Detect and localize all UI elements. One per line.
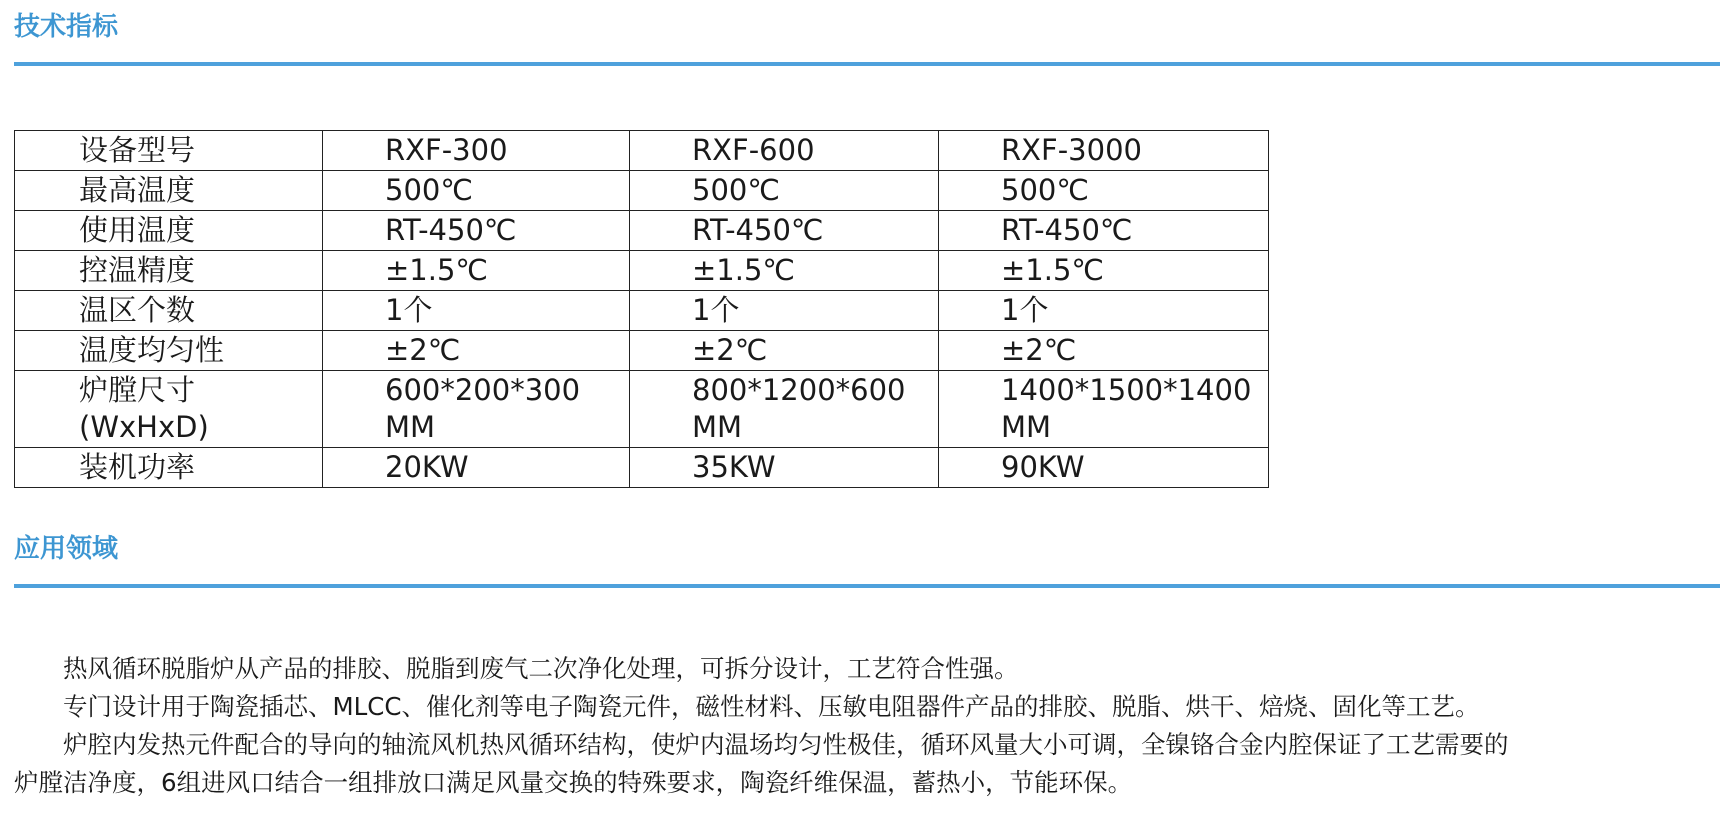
application-paragraph-line: 热风循环脱脂炉从产品的排胶、脱脂到废气二次净化处理，可拆分设计，工艺符合性强。 [14,654,1019,683]
spec-value-unit: MM [385,410,436,444]
spec-value: 500℃ [323,171,630,211]
spec-value: ±2℃ [939,331,1269,371]
spec-value: ±1.5℃ [630,251,939,291]
table-row [15,171,1269,211]
spec-label: 控温精度 [15,251,323,291]
spec-value: RXF-3000 [939,131,1269,171]
table-row [15,371,1269,448]
spec-value: RXF-600 [630,131,939,171]
spec-value: 90KW [939,448,1269,488]
spec-value: 1个 [630,291,939,331]
spec-label: 设备型号 [15,131,323,171]
spec-label: 装机功率 [15,448,323,488]
spec-value: 20KW [323,448,630,488]
spec-value: RXF-300 [323,131,630,171]
spec-value: 800*1200*600 [692,373,906,407]
spec-value: 500℃ [630,171,939,211]
application-paragraph-line: 炉腔内发热元件配合的导向的轴流风机热风循环结构，使炉内温场均匀性极佳，循环风量大小可调，全镍铬合金内腔保证了工艺需要的 [14,730,1509,759]
spec-value-unit: MM [692,410,743,444]
spec-value: ±2℃ [630,331,939,371]
spec-value-cell [630,371,939,448]
application-paragraph-line: 专门设计用于陶瓷插芯、MLCC、催化剂等电子陶瓷元件，磁性材料、压敏电阻器件产品的排胶、脱脂、烘干、焙烧、固化等工艺。 [14,692,1480,721]
spec-label-unit: (WxHxD) [79,410,209,444]
spec-value: ±1.5℃ [939,251,1269,291]
spec-value: 1400*1500*1400 [1001,373,1252,407]
spec-label: 温度均匀性 [15,331,323,371]
spec-label: 炉膛尺寸 [79,373,196,407]
spec-value: 500℃ [939,171,1269,211]
specs-section-title: 技术指标 [14,12,119,42]
spec-label: 温区个数 [15,291,323,331]
table-row [15,448,1269,488]
spec-value-cell [939,371,1269,448]
table-row [15,131,1269,171]
spec-value: 35KW [630,448,939,488]
table-row [15,291,1269,331]
spec-value: RT-450℃ [630,211,939,251]
spec-value: ±1.5℃ [323,251,630,291]
spec-label: 最高温度 [15,171,323,211]
specs-divider [14,62,1720,66]
application-paragraph-line: 炉膛洁净度，6组进风口结合一组排放口满足风量交换的特殊要求，陶瓷纤维保温，蓄热小，节能环保。 [14,768,1133,797]
spec-label: 使用温度 [15,211,323,251]
spec-table [14,130,1269,488]
application-section-title: 应用领域 [14,534,119,564]
table-row [15,251,1269,291]
table-row [15,211,1269,251]
spec-value-unit: MM [1001,410,1052,444]
spec-value: ±2℃ [323,331,630,371]
spec-label-cell [15,371,323,448]
spec-value: 1个 [939,291,1269,331]
spec-value: RT-450℃ [939,211,1269,251]
spec-value: RT-450℃ [323,211,630,251]
application-divider [14,584,1720,588]
table-row [15,331,1269,371]
spec-value: 1个 [323,291,630,331]
spec-value: 600*200*300 [385,373,581,407]
spec-value-cell [323,371,630,448]
